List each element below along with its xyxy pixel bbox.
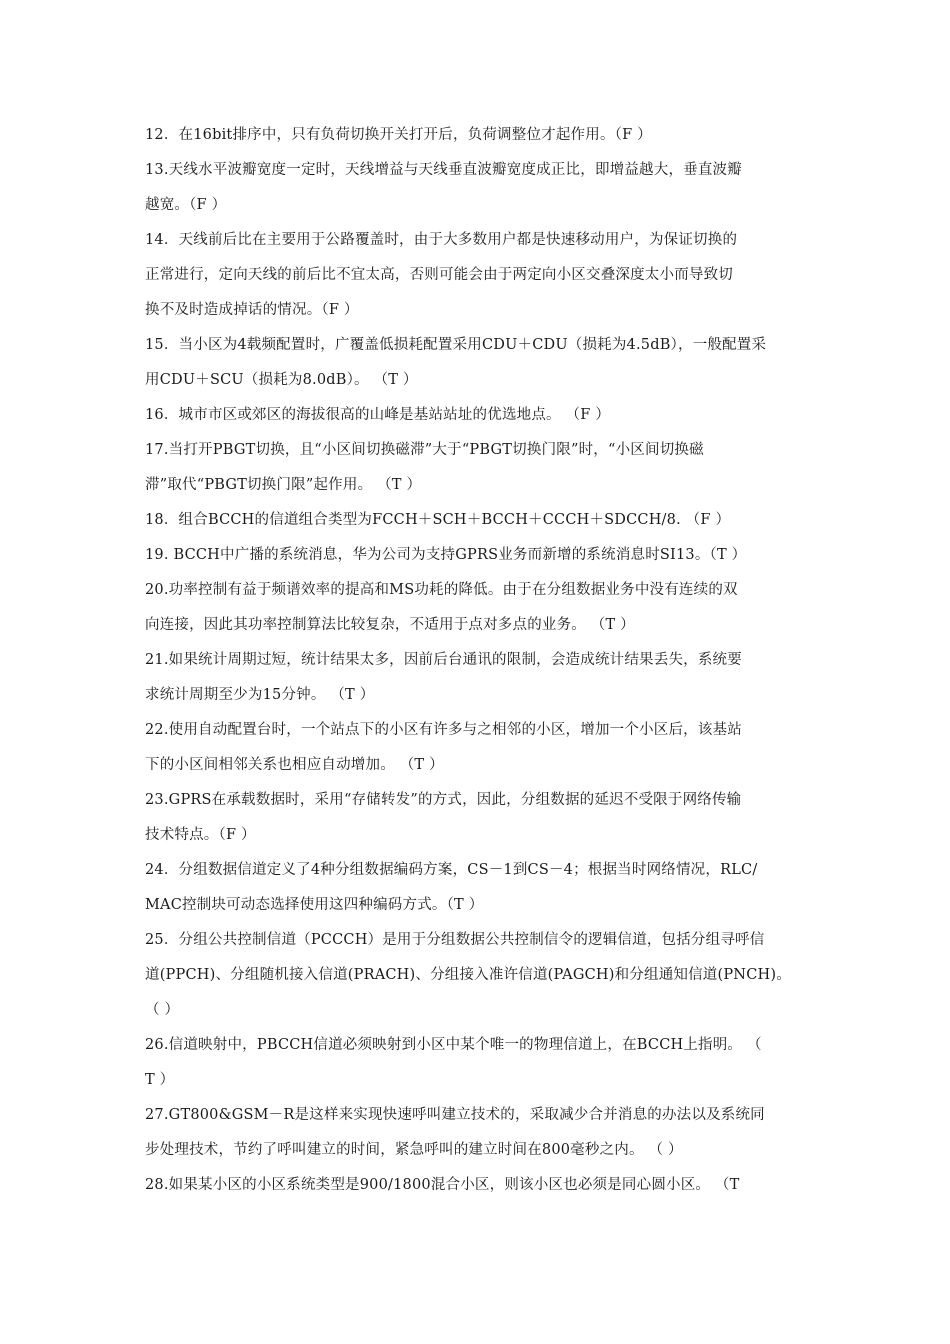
text-line: 24．分组数据信道定义了4种分组数据编码方案，CS－1到CS－4；根据当时网络情况，RLC/	[145, 862, 758, 878]
text-line: 滞”取代“PBGT切换门限”起作用。 （T ）	[145, 477, 422, 493]
text-line: 28.如果某小区的小区系统类型是900/1800混合小区，则该小区也必须是同心圆小区。 （T	[145, 1177, 740, 1193]
text-line: 求统计周期至少为15分钟。 （T ）	[145, 687, 375, 703]
text-line: 13.天线水平波瓣宽度一定时，天线增益与天线垂直波瓣宽度成正比，即增益越大，垂直波瓣	[145, 162, 742, 178]
text-line: 越宽。（F ）	[145, 197, 227, 213]
text-line: 下的小区间相邻关系也相应自动增加。 （T ）	[145, 757, 444, 773]
text-line: 换不及时造成掉话的情况。（F ）	[145, 302, 359, 318]
text-line: 19. BCCH中广播的系统消息，华为公司为支持GPRS业务而新增的系统消息时SI13。（T ）	[145, 547, 747, 563]
text-line: 16．城市市区或郊区的海拔很高的山峰是基站站址的优选地点。 （F ）	[145, 407, 611, 423]
text-line: 21.如果统计周期过短，统计结果太多，因前后台通讯的限制，会造成统计结果丢失，系统要	[145, 652, 742, 668]
text-line: 25．分组公共控制信道（PCCCH）是用于分组数据公共控制信令的逻辑信道，包括分组寻呼信	[145, 932, 765, 948]
text-line: 27.GT800&GSM－R是这样来实现快速呼叫建立技术的，采取减少合并消息的办法以及系统同	[145, 1107, 765, 1123]
text-line: MAC控制块可动态选择使用这四种编码方式。（T ）	[145, 897, 484, 913]
text-line: 20.功率控制有益于频谱效率的提高和MS功耗的降低。由于在分组数据业务中没有连续的双	[145, 582, 738, 598]
text-line: 正常进行，定向天线的前后比不宜太高，否则可能会由于两定向小区交叠深度太小而导致切	[145, 267, 733, 283]
text-line: 17.当打开PBGT切换，且“小区间切换磁滞”大于“PBGT切换门限”时，“小区间切换磁	[145, 442, 704, 458]
text-line: 18．组合BCCH的信道组合类型为FCCH＋SCH＋BCCH＋CCCH＋SDCCH/8. （F ）	[145, 512, 731, 528]
text-line: 15．当小区为4载频配置时，广覆盖低损耗配置采用CDU＋CDU（损耗为4.5dB），一般配置采	[145, 337, 767, 353]
text-line: 26.信道映射中，PBCCH信道必须映射到小区中某个唯一的物理信道上，在BCCH上指明。 （	[145, 1037, 762, 1053]
text-line: 22.使用自动配置台时，一个站点下的小区有许多与之相邻的小区，增加一个小区后，该基站	[145, 722, 742, 738]
text-line: T ）	[145, 1072, 175, 1088]
text-line: 向连接，因此其功率控制算法比较复杂，不适用于点对多点的业务。 （T ）	[145, 617, 635, 633]
text-line: 步处理技术，节约了呼叫建立的时间，紧急呼叫的建立时间在800毫秒之内。 （ ）	[145, 1142, 683, 1158]
text-line: 道(PPCH)、分组随机接入信道(PRACH)、分组接入准许信道(PAGCH)和分组通知信道(PNCH)。	[145, 967, 791, 983]
text-line: 12．在16bit排序中，只有负荷切换开关打开后，负荷调整位才起作用。（F ）	[145, 127, 652, 143]
text-line: 14．天线前后比在主要用于公路覆盖时，由于大多数用户都是快速移动用户，为保证切换的	[145, 232, 738, 248]
text-line: （ ）	[145, 1002, 180, 1018]
text-line: 技术特点。（F ）	[145, 827, 256, 843]
text-line: 23.GPRS在承载数据时，采用“存储转发”的方式，因此，分组数据的延迟不受限于网络传输	[145, 792, 742, 808]
text-line: 用CDU＋SCU（损耗为8.0dB）。 （T ）	[145, 372, 418, 388]
